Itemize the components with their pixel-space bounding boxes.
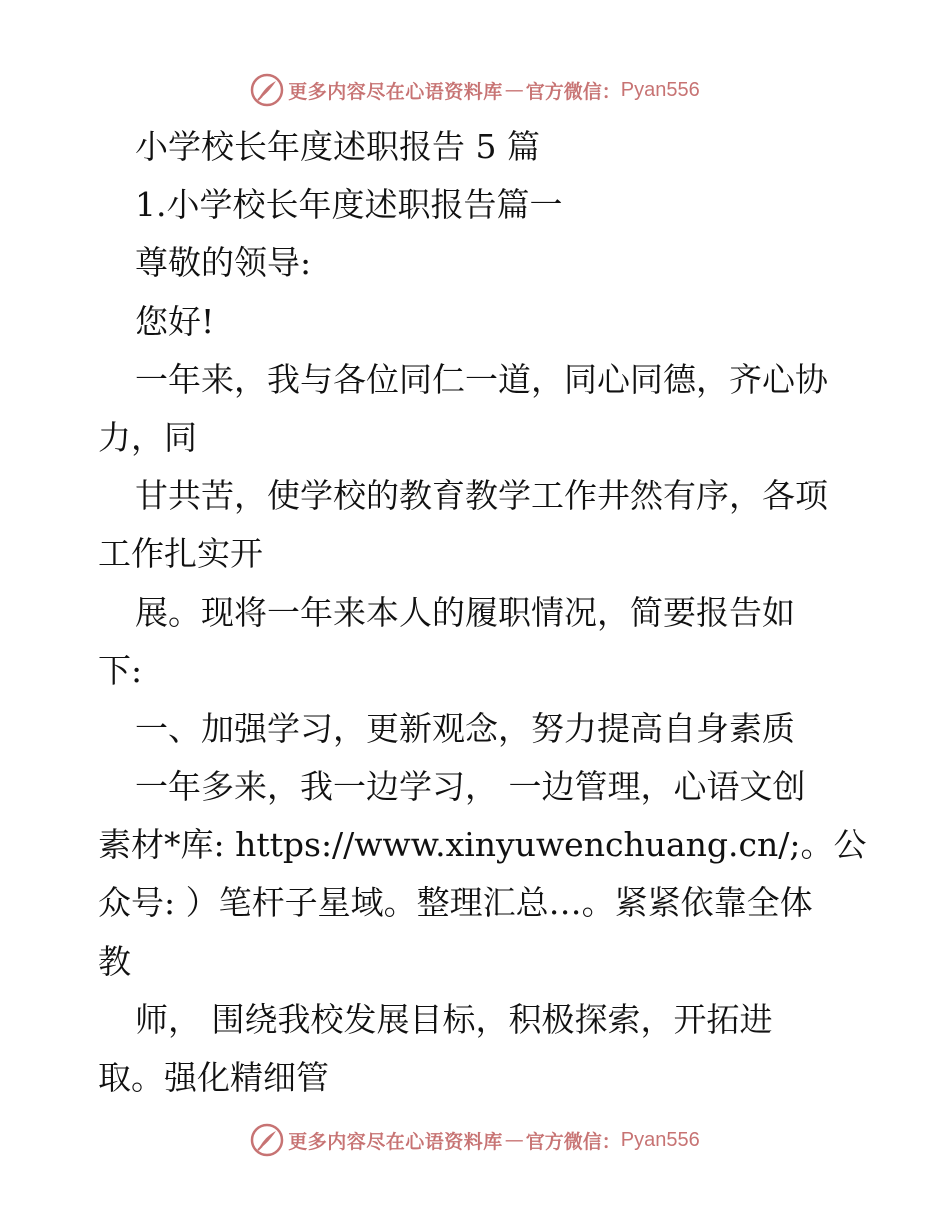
paragraph-line: 展。现将一年来本人的履职情况，简要报告如: [135, 592, 795, 632]
watermark-brand-text: 更多内容尽在心语资料库: [288, 1130, 503, 1153]
watermark-wechat-id: Pyan556: [620, 1128, 700, 1151]
paragraph-line: 素材*库: https://www.xinyuwenchuang.cn/;。公: [98, 825, 867, 865]
paragraph-line: 教: [98, 941, 131, 981]
watermark-wechat-label: 官方微信：: [525, 80, 621, 103]
greeting: 您好!: [135, 301, 215, 341]
paragraph-line: 取。强化精细管: [98, 1058, 329, 1097]
header-watermark-banner: [0, 70, 950, 110]
paragraph-line: 一年多来，我一边学习， 一边管理，心语文创: [135, 767, 806, 807]
watermark-wechat-label: 官方微信：: [525, 1130, 621, 1153]
watermark-brand-text: 更多内容尽在心语资料库: [288, 80, 503, 103]
paragraph-line: 师， 围绕我校发展目标，积极探索，开拓进: [135, 999, 773, 1039]
document-body: [98, 118, 867, 1107]
watermark-separator: —: [504, 1129, 524, 1151]
subsection-heading: 一、加强学习，更新观念，努力提高自身素质: [135, 708, 795, 748]
section-heading: 1.小学校长年度述职报告篇一: [135, 185, 563, 225]
paragraph-line: 众号: ）笔杆子星域。整理汇总…。紧紧依靠全体: [98, 883, 813, 923]
paragraph-line: 甘共苦，使学校的教育教学工作井然有序，各项: [135, 476, 828, 516]
quill-logo-icon: [250, 1123, 284, 1157]
salutation: 尊敬的领导:: [135, 243, 312, 283]
watermark-separator: —: [504, 79, 524, 101]
paragraph-line: 一年来，我与各位同仁一道，同心同德，齐心协: [135, 359, 828, 399]
document-title: 小学校长年度述职报告 5 篇: [135, 127, 540, 166]
footer-watermark-banner: [0, 1120, 950, 1160]
paragraph-line: 力，同: [98, 417, 197, 457]
paragraph-line: 下:: [98, 650, 143, 690]
watermark-wechat-id: Pyan556: [620, 78, 700, 101]
quill-logo-icon: [250, 73, 284, 107]
paragraph-line: 工作扎实开: [98, 534, 263, 574]
